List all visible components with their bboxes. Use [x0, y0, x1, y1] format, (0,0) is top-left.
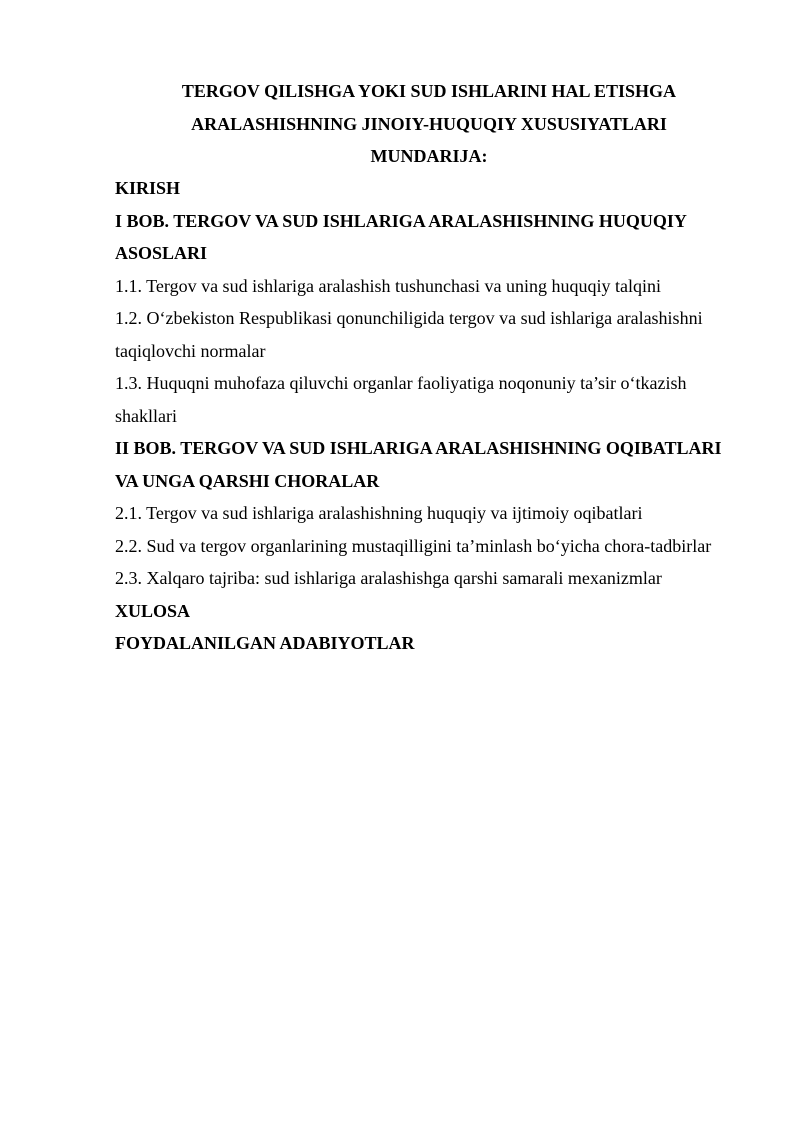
toc-entry-section-2-1: 2.1. Tergov va sud ishlariga aralashishning huquqiy va ijtimoiy oqibatlari — [115, 503, 643, 523]
toc-entry-references: FOYDALANILGAN ADABIYOTLAR — [115, 633, 415, 653]
toc-entry-chapter-1: I BOB. TERGOV VA SUD ISHLARIGA ARALASHISHNING HUQUQIY ASOSLARI — [115, 210, 687, 263]
toc-entry-section-1-1: 1.1. Tergov va sud ishlariga aralashish tushunchasi va uning huquqiy talqini — [115, 275, 661, 296]
toc-entry-section-1-3: 1.3. Huquqni muhofaza qiluvchi organlar faoliyatiga noqonuniy ta’sir o‘tkazish shakllari — [115, 373, 687, 426]
title-line: TERGOV QILISHGA YOKI SUD ISHLARINI HAL ETISHGA — [181, 81, 677, 101]
toc-entry-section-2-3: 2.3. Xalqaro tajriba: sud ishlariga aralashishga qarshi samarali mexanizmlar — [115, 568, 662, 588]
document-title — [115, 75, 743, 173]
toc-entry-conclusion: XULOSA — [115, 600, 191, 621]
title-line: ARALASHISHNING JINOIY-HUQUQIY XUSUSIYATLARI — [191, 113, 667, 134]
toc-entry-section-2-2: 2.2. Sud va tergov organlarining mustaqilligini ta’minlash bo‘yicha chora-tadbirlar — [115, 535, 712, 556]
toc-entry-section-1-2: 1.2. O‘zbekiston Respublikasi qonunchiligida tergov va sud ishlariga aralashishni taqiqlovchi normalar — [115, 308, 703, 361]
table-of-contents — [115, 172, 743, 660]
toc-entry-chapter-2: II BOB. TERGOV VA SUD ISHLARIGA ARALASHISHNING OQIBATLARI VA UNGA QARSHI CHORALAR — [115, 438, 722, 491]
toc-entry-introduction: KIRISH — [115, 178, 181, 198]
contents-heading: MUNDARIJA: — [370, 146, 488, 166]
